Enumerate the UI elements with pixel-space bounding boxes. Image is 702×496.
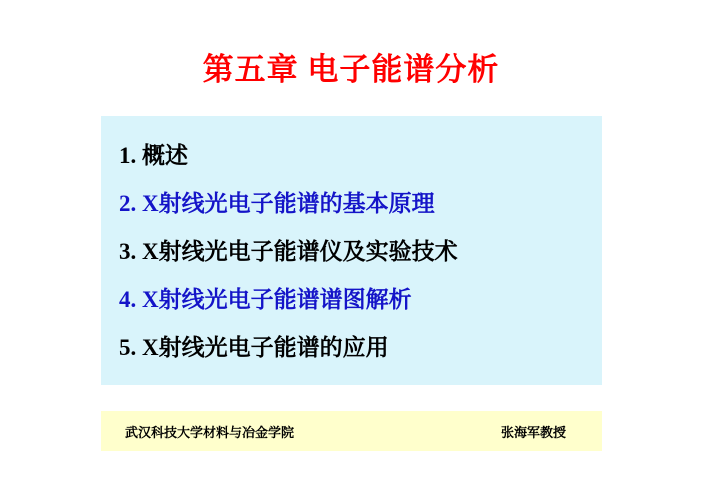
list-item: [119, 132, 602, 180]
list-item-number: 5.: [119, 335, 137, 360]
list-item: [119, 180, 602, 228]
page-title: 第五章 电子能谱分析: [202, 52, 500, 87]
list-item-number: 1.: [119, 143, 137, 168]
list-item-label: X射线光电子能谱谱图解析: [142, 287, 412, 312]
content-panel: [101, 116, 602, 385]
list-item: [119, 228, 602, 276]
list-item-label: X射线光电子能谱仪及实验技术: [142, 239, 458, 264]
list-item-number: 3.: [119, 239, 137, 264]
list-item-label: X射线光电子能谱的应用: [142, 335, 389, 360]
list-item: [119, 276, 602, 324]
list-item: [119, 324, 602, 372]
outline-list: [119, 132, 602, 372]
list-item-number: 4.: [119, 287, 137, 312]
list-item-label: 概述: [142, 143, 188, 168]
footer-bar: [101, 411, 602, 451]
footer-institution: 武汉科技大学材料与冶金学院: [125, 424, 295, 440]
list-item-number: 2.: [119, 191, 137, 216]
list-item-label: X射线光电子能谱的基本原理: [142, 191, 435, 216]
footer-author: 张海军教授: [500, 424, 566, 440]
